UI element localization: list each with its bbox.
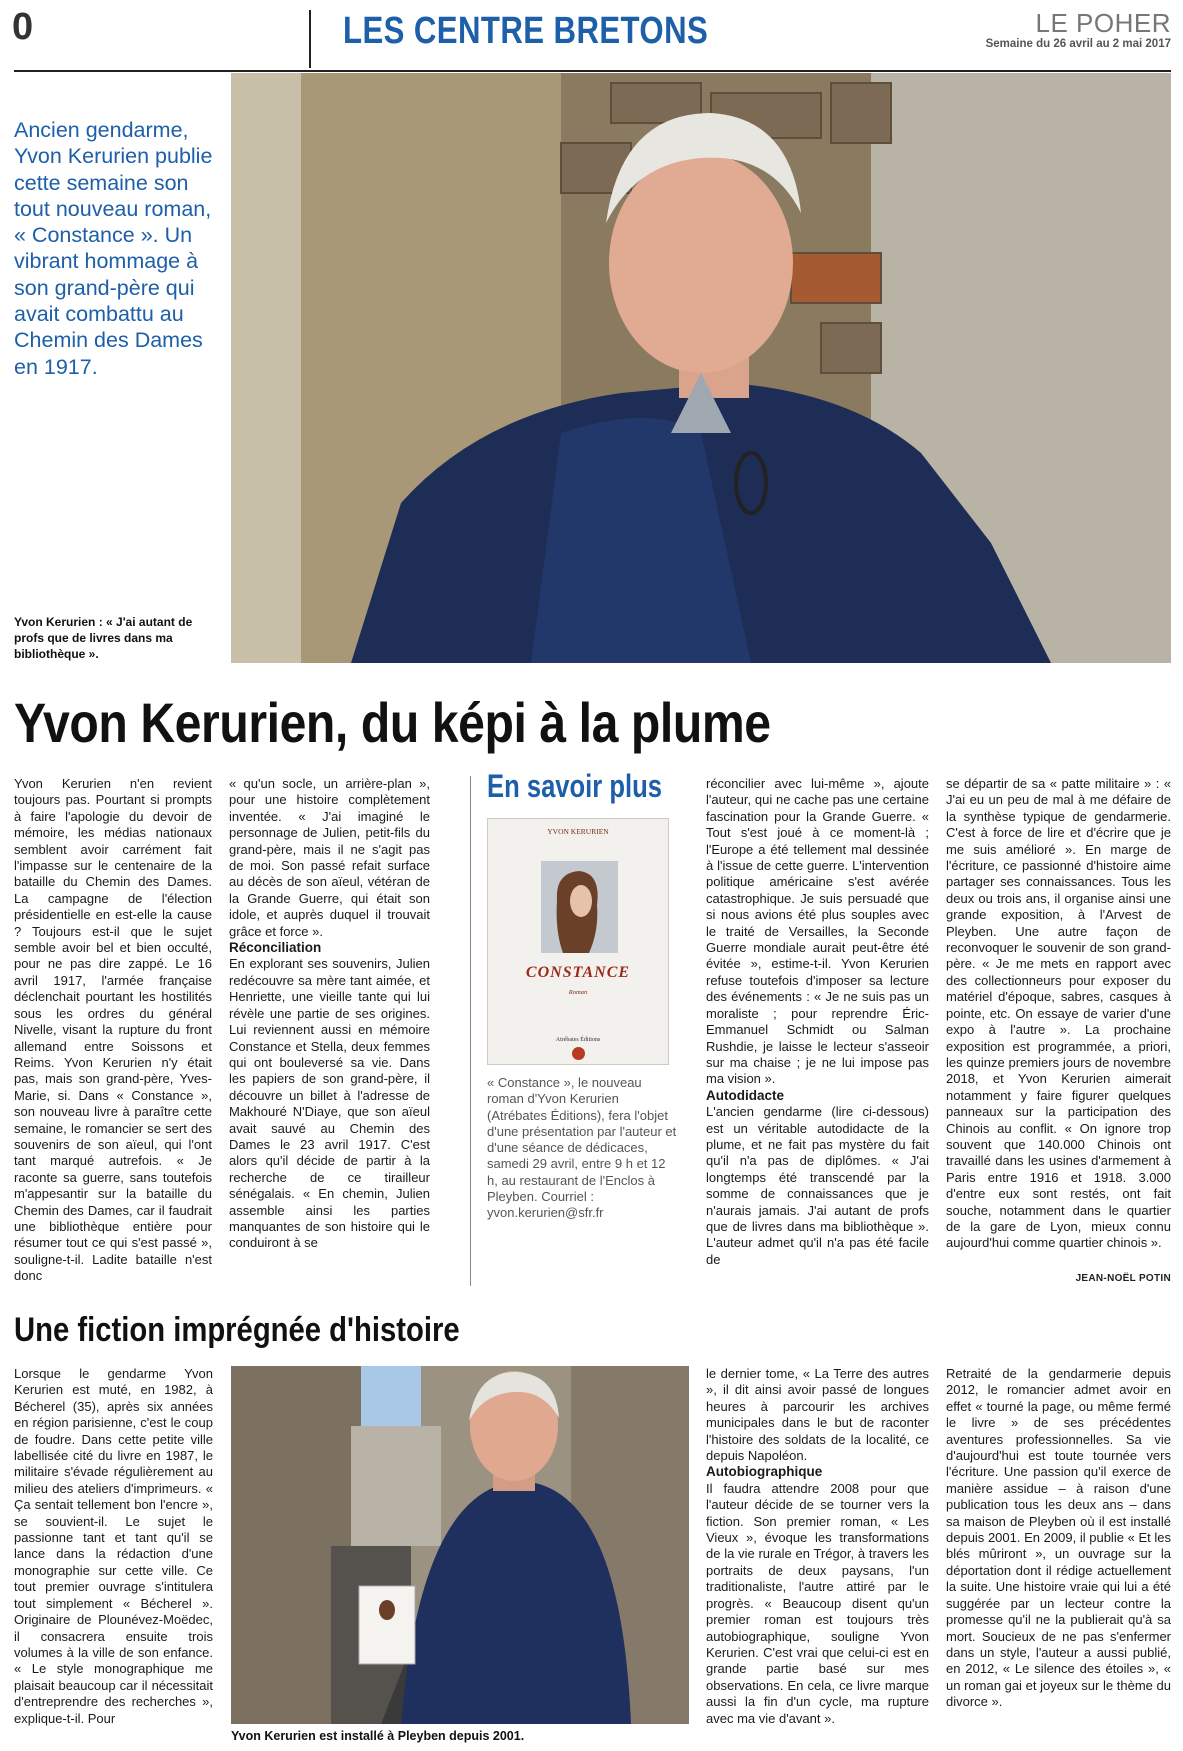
subheading-autobiographique: Autobiographique [706, 1464, 823, 1480]
book-title: CONSTANCE [525, 964, 631, 981]
edition-date: Semaine du 26 avril au 2 mai 2017 [985, 38, 1171, 50]
article2-column-4 [946, 1366, 1171, 1711]
article2-column-1 [14, 1366, 213, 1727]
article-column-2 [229, 776, 430, 1252]
secondary-headline: Une fiction imprégnée d'histoire [14, 1311, 460, 1349]
article-paragraph: se départir de sa « patte militaire » : « J'ai eu un peu de mal à me défaire de la synthèse typique de gendarmerie. C'est à force de lire et d'écrire que je me suis amélioré ». En marge de l'écriture, ce passionné d'histoire aime partager ses connaissances. Tous les deux ou trois ans, il organise ainsi une grande exposition, à l'Arvest de Pleyben. Une autre façon de reconvoquer le souvenir de son grand-père. « Je me mets en rapport avec des collectionneurs pour exposer du matériel d'époque, sabres, casques à pointe, etc. On essaye de varier d'une expo à l'autre ». La prochaine exposition est programmée, a priori, les quinze premiers jours de novembre 2018, et Yvon Kerurien aimerait notamment y faire figurer quelques panneaux sur la participation des Chinois au conflit. « On ignore trop souvent que 140.000 Chinois ont travaillé dans les usines d'armement à Paris entre 1916 et 1918. 3.000 d'entre eux sont restés, ont fait souche, notamment dans le quartier de la gare de Lyon, mieux connu aujourd'hui comme quartier chinois ». [946, 776, 1171, 1251]
page-number: 0 [12, 6, 34, 48]
article-paragraph: Il faudra attendre 2008 pour que l'auteur décide de se tourner vers la fiction. Son premier roman, « Les Vieux », évoque les transformations de la vie rurale en Trégor, à travers les portraits de deux paysans, l'un traditionaliste, l'autre attiré par le progrès. « Beaucoup disent qu'un premier roman est toujours très autobiographique, souligne Yvon Kerurien. C'est vrai que celui-ci est en grande partie basé sur mes observations. En cela, ce livre marque aussi la fin d'un cycle, ma rupture avec ma vie d'avant ». [706, 1480, 929, 1726]
book-cover-photo [541, 861, 618, 953]
column-divider [470, 776, 471, 1286]
street-photo [231, 1366, 689, 1724]
article2-column-3 [706, 1366, 929, 1727]
book-author: YVON KERURIEN [547, 827, 609, 836]
header-rule [14, 70, 1171, 72]
publisher-logo-icon [572, 1047, 585, 1060]
main-photo [231, 73, 1171, 663]
book-cover [487, 818, 669, 1065]
header-divider [309, 10, 311, 68]
book-genre: Roman [568, 989, 588, 996]
photo-caption: Yvon Kerurien : « J'ai autant de profs que de livres dans ma bibliothèque ». [14, 615, 193, 661]
article-column-1 [14, 776, 212, 1285]
article-column-3 [706, 776, 929, 1268]
article-paragraph: « qu'un socle, un arrière-plan », pour une histoire complètement inventée. « J'ai imaginé le personnage de Julien, petit-fils du grand-père, mais il ne s'agit pas de moi. Son passé refait surface au décès de son aïeul, vétéran de la Grande Guerre, qui était son idole, et auprès duquel il trouvait grâce et force ». [229, 776, 430, 939]
subheading-autodidacte: Autodidacte [706, 1087, 785, 1103]
sidebar-title: En savoir plus [487, 768, 662, 804]
byline: JEAN-NOËL POTIN [1075, 1273, 1171, 1284]
article-paragraph: le dernier tome, « La Terre des autres », il dit ainsi avoir passé de longues heures à parcourir les archives municipales dans le but de raconter l'histoire des soldats de la localité, ce depuis Napoléon. [706, 1366, 929, 1464]
book-publisher: Atrébates Éditions [555, 1037, 601, 1043]
article-paragraph: Retraité de la gendarmerie depuis 2012, le romancier admet avoir en effet « tourné la page, ou même fermé le livre » de ses précédentes aventures professionnelles. Sa vie d'aujourd'hui est toute tournée vers l'écriture. Une passion qu'il exerce de manière assidue – à raison d'une publication tous les deux ans – dans sa maison de Pleyben où il est installé depuis 2001. En 2009, il publie « Et les blés mûriront », un ouvrage sur la déportation dont il rédige actuellement la suite. Une histoire vraie qui lui a été suggérée par un lecteur contre la promesse qu'il ne la publierait qu'à sa mort. Soucieux de ne pas s'enfermer dans un style, l'auteur a aussi publié, en 2012, « Le silence des étoiles », « un roman gai et joyeux sur le thème du divorce ». [946, 1366, 1171, 1710]
photo-caption-2: Yvon Kerurien est installé à Pleyben depuis 2001. [231, 1729, 525, 1743]
article-paragraph: L'ancien gendarme (lire ci-dessous) est un véritable autodidacte de la plume, et ne fait pas mystère du fait qu'il n'a pas de diplômes. « J'ai longtemps été transcendé par la somme de connaissances que je n'aurais jamais. J'ai autant de profs que de livres dans ma bibliothèque ». L'auteur admet qu'il n'a pas été facile de [706, 1104, 929, 1267]
subheading-reconciliation: Réconciliation [229, 940, 322, 956]
article-paragraph: Yvon Kerurien n'en revient toujours pas. Pourtant si prompts à faire l'apologie du devoir de mémoire, les médias nationaux semblent avoir carrément fait l'impasse sur le centenaire de la bataille du Chemin des Dames. La campagne de l'élection présidentielle en est-elle la cause ? Toujours est-il que le sujet semble avoir bel et bien occulté, pour ne pas dire zappé. Le 16 avril 1917, l'armée française déclenchait pourtant les hostilités sous les ordres du général Nivelle, visant la rupture du front allemand entre Soissons et Reims. Yvon Kerurien n'y était pas, mais son grand-père, Yves-Marie, si. Dans « Constance », son nouveau livre à paraître cette semaine, le romancier se sert des souvenirs de son aïeul, qui l'ont tant marqué autrefois. « Je raconte sa guerre, sans toutefois m'appesantir sur la bataille du Chemin des Dames, car il faudrait une bibliothèque entière pour résumer tout ce qui s'est passé », souligne-t-il. Ladite bataille n'est donc [14, 776, 212, 1284]
article-paragraph: réconcilier avec lui-même », ajoute l'auteur, qui ne cache pas une certaine fascination pour la Grande Guerre. « Tout s'est joué à ce moment-là ; l'Europe a été tellement mal dessinée à l'issue de cette guerre. L'intervention politique américaine s'est avérée catastrophique. Je suis persuadé que si nous avions été plus souples avec le traité de Versailles, la Seconde Guerre mondiale aurait peut-être été évitée », estime-t-il. Yvon Kerurien refuse toutefois d'imposer sa lecture des événements : « Je ne suis pas un moraliste ; pour reprendre Éric-Emmanuel Schmidt ou Salman Rushdie, je laisse le lecteur s'asseoir sur ma chaise ; je ne lui impose pas ma vision ». [706, 776, 929, 1087]
article-column-4 [946, 776, 1171, 1252]
lead-paragraph: Ancien gendarme, Yvon Kerurien publie cette semaine son tout nouveau roman, « Constance ». Un vibrant hommage à son grand-père qui avait combattu au Chemin des Dames en 1917. [14, 118, 213, 379]
newspaper-brand: LE POHER [1035, 8, 1171, 38]
article-paragraph: Lorsque le gendarme Yvon Kerurien est muté, en 1982, à Bécherel (35), après six années en région parisienne, c'est le coup de foudre. Dans cette petite ville labellisée cité du livre en 1987, le militaire s'évade régulièrement au milieu des ateliers d'imprimeurs. « Ça sentait tellement bon l'encre », se souvient-il. Le sujet le passionne tant et tant qu'il se lance dans la rédaction d'une monographie sur cette ville. Ce tout premier ouvrage s'intitulera tout simplement « Bécherel ». Originaire de Plounévez-Moëdec, il consacrera ensuite trois volumes à la ville de son enfance. « Le style monographique me plaisait beaucoup car il nécessitait d'entreprendre des recherches », explique-t-il. Pour [14, 1366, 213, 1726]
sidebar-text: « Constance », le nouveau roman d'Yvon Kerurien (Atrébates Éditions), fera l'objet d'une présentation par l'auteur et d'une séance de dédicaces, samedi 29 avril, entre 9 h et 12 h, au restaurant de l'Enclos à Pleyben. Courriel : yvon.kerurien@sfr.fr [487, 1075, 677, 1221]
section-title: LES CENTRE BRETONS [343, 10, 709, 52]
headline: Yvon Kerurien, du képi à la plume [14, 691, 771, 754]
article-paragraph: En explorant ses souvenirs, Julien redécouvre sa mère tant aimée, et Henriette, une vieille tante qui lui révèle une partie de ses origines. Lui reviennent aussi en mémoire Constance et Stella, deux femmes qui ont bouleversé sa vie. Dans les papiers de son grand-père, il découvre un billet à l'adresse de Makhouré N'Diaye, que son aïeul avait sauvé au Chemin des Dames le 23 avril 1917. C'est alors qu'il décide de partir à la recherche de ce tirailleur sénégalais. « En chemin, Julien assemble ainsi les parties manquantes de son histoire qui le conduiront à se [229, 956, 430, 1251]
